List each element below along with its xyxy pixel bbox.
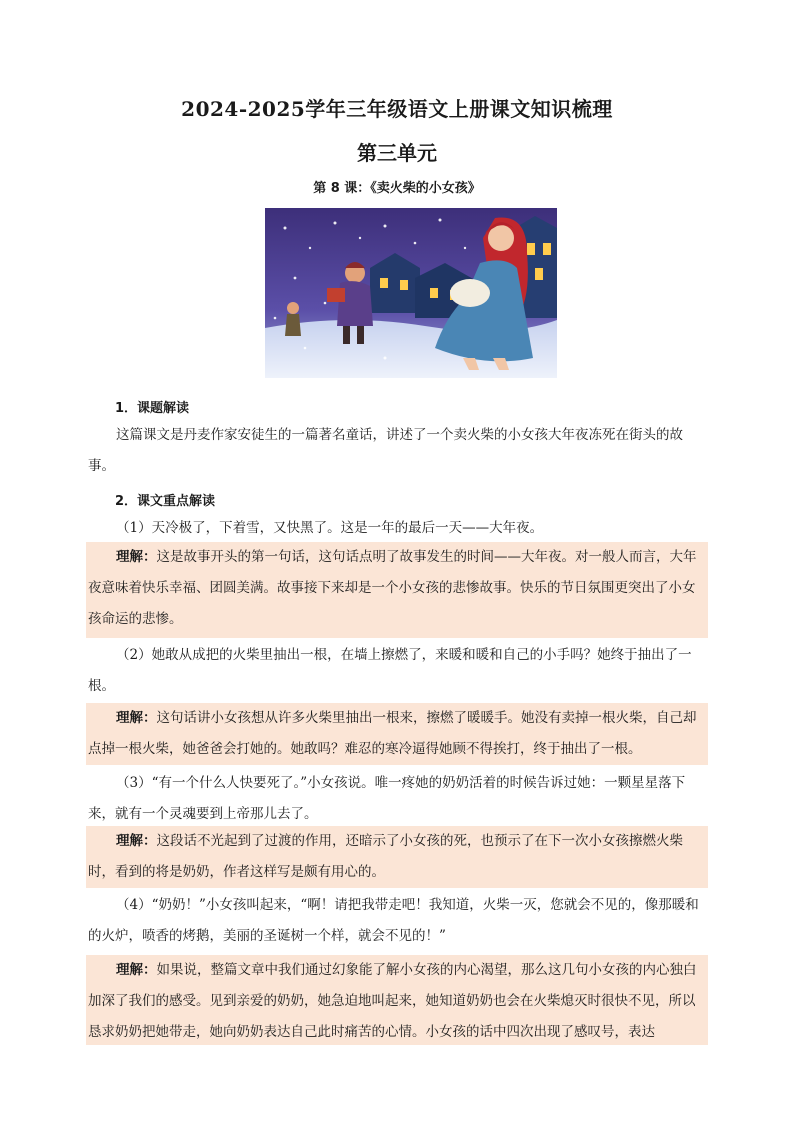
document-title: 2024-2025学年三年级语文上册课文知识梳理 bbox=[181, 97, 613, 121]
lesson-illustration bbox=[265, 208, 557, 378]
point-2-explain-text: 这句话讲小女孩想从许多火柴里抽出一根来，擦燃了暖暖手。她没有卖掉一根火柴，自己却点掉一根火柴，她爸爸会打她的。她敢吗？难忍的寒冷逼得她顾不得挨打，终于抽出了一根。 bbox=[88, 710, 697, 757]
point-3-quote: （3）“有一个什么人快要死了。”小女孩说。唯一疼她的奶奶活着的时候告诉过她：一颗星星落下来，就有一个灵魂要到上帝那儿去了。 bbox=[88, 775, 686, 822]
point-2-explanation bbox=[86, 703, 708, 765]
point-3-label: 理解： bbox=[116, 833, 157, 849]
point-4-quote: （4）“奶奶！”小女孩叫起来，“啊！请把我带走吧！我知道，火柴一灭，您就会不见的，像那暖和的火炉，喷香的烤鹅，美丽的圣诞树一个样，就会不见的！” bbox=[88, 897, 699, 944]
point-1-label: 理解： bbox=[116, 549, 157, 565]
point-3-explain-text: 这段话不光起到了过渡的作用，还暗示了小女孩的死，也预示了在下一次小女孩擦燃火柴时，看到的将是奶奶，作者这样写是颇有用心的。 bbox=[88, 833, 683, 880]
point-3-explanation bbox=[86, 826, 708, 888]
section-1-text: 这篇课文是丹麦作家安徒生的一篇著名童话，讲述了一个卖火柴的小女孩大年夜冻死在街头的故事。 bbox=[88, 427, 683, 474]
lesson-title: 第 8 课：《卖火柴的小女孩》 bbox=[313, 181, 481, 196]
point-1-quote: （1）天冷极了，下着雪，又快黑了。这是一年的最后一天——大年夜。 bbox=[116, 520, 544, 536]
point-1-explanation bbox=[86, 542, 708, 638]
point-2-quote: （2）她敢从成把的火柴里抽出一根，在墙上擦燃了，来暖和暖和自己的小手吗？她终于抽出了一根。 bbox=[88, 647, 692, 694]
section-heading-1: 1．课题解读 bbox=[115, 401, 190, 416]
point-4-explanation bbox=[86, 955, 708, 1045]
unit-title: 第三单元 bbox=[357, 141, 437, 165]
point-4-explain-text: 如果说，整篇文章中我们通过幻象能了解小女孩的内心渴望，那么这几句小女孩的内心独白加深了我们的感受。见到亲爱的奶奶，她急迫地叫起来，她知道奶奶也会在火柴熄灭时很快不见，所以恳求奶奶把她带走，她向奶奶表达自己此时痛苦的心情。小女孩的话中四次出现了感叹号，表达 bbox=[88, 962, 697, 1040]
section-heading-2: 2．课文重点解读 bbox=[115, 494, 216, 509]
point-4-label: 理解： bbox=[116, 962, 157, 978]
point-2-label: 理解： bbox=[116, 710, 157, 726]
point-1-explain-text: 这是故事开头的第一句话，这句话点明了故事发生的时间——大年夜。对一般人而言，大年夜意味着快乐幸福、团圆美满。故事接下来却是一个小女孩的悲惨故事。快乐的节日氛围更突出了小女孩命运的悲惨。 bbox=[88, 549, 697, 627]
